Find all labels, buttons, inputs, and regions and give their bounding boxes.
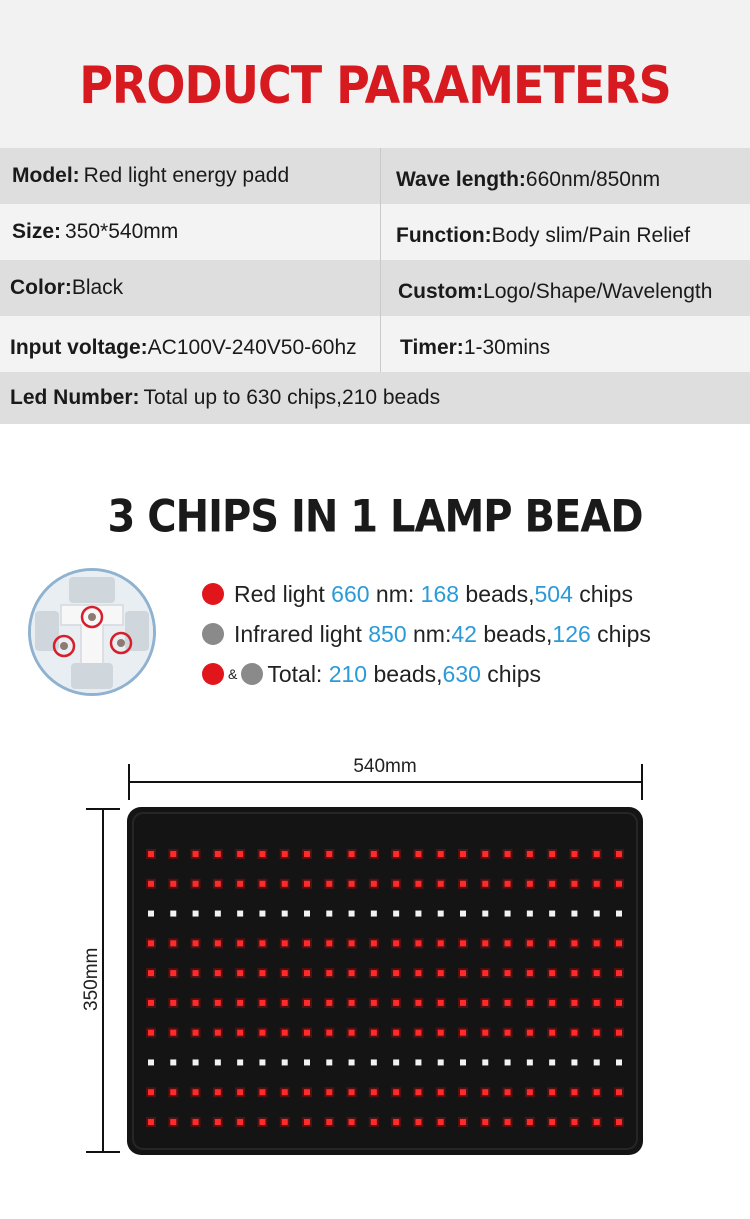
- led-red: [148, 851, 154, 857]
- param-value: 1-30mins: [463, 336, 551, 359]
- led-red: [505, 1030, 511, 1036]
- led-red: [594, 1089, 600, 1095]
- led-red: [193, 1030, 199, 1036]
- led-red: [571, 881, 577, 887]
- led-infrared: [594, 1059, 600, 1065]
- legend-ir-beads-word: beads,: [476, 620, 553, 647]
- led-infrared: [438, 911, 444, 917]
- led-red: [215, 1030, 221, 1036]
- led-red: [527, 1030, 533, 1036]
- led-red: [415, 970, 421, 976]
- column-divider: [380, 204, 381, 260]
- led-red: [371, 881, 377, 887]
- led-red: [460, 940, 466, 946]
- led-red: [148, 970, 154, 976]
- led-red: [259, 881, 265, 887]
- led-red: [527, 1000, 533, 1006]
- led-red: [349, 940, 355, 946]
- led-infrared: [594, 911, 600, 917]
- led-red: [282, 1089, 288, 1095]
- param-label: Input voltage:: [10, 336, 148, 359]
- led-red: [438, 940, 444, 946]
- led-red: [438, 881, 444, 887]
- led-infrared: [415, 1059, 421, 1065]
- led-red: [415, 1030, 421, 1036]
- legend-ir-beads: 42: [451, 620, 477, 647]
- led-red: [349, 970, 355, 976]
- led-red: [193, 851, 199, 857]
- led-red: [371, 970, 377, 976]
- led-red: [259, 940, 265, 946]
- param-value: 350*540mm: [65, 220, 179, 243]
- led-red: [616, 1000, 622, 1006]
- parameter-table: [0, 148, 750, 424]
- led-infrared: [549, 911, 555, 917]
- led-red: [282, 1000, 288, 1006]
- led-infrared: [482, 1059, 488, 1065]
- led-infrared: [505, 1059, 511, 1065]
- led-red: [193, 970, 199, 976]
- led-red: [193, 940, 199, 946]
- led-red: [326, 1119, 332, 1125]
- led-red: [371, 1119, 377, 1125]
- legend-ir-nm: 850: [368, 620, 407, 647]
- led-red: [415, 940, 421, 946]
- led-red: [282, 1119, 288, 1125]
- lamp-bead-illustration: [31, 571, 153, 693]
- param-value: Red light energy padd: [83, 164, 290, 187]
- param-row-5: [0, 372, 750, 424]
- led-red: [594, 1119, 600, 1125]
- led-red: [237, 881, 243, 887]
- led-red: [170, 1030, 176, 1036]
- led-red: [393, 940, 399, 946]
- led-red: [215, 970, 221, 976]
- led-red: [326, 1000, 332, 1006]
- param-row-2: [0, 204, 750, 260]
- led-red: [571, 1119, 577, 1125]
- led-red: [571, 1089, 577, 1095]
- led-red: [415, 1000, 421, 1006]
- led-red: [616, 851, 622, 857]
- pad-body: [127, 807, 643, 1155]
- led-red: [505, 1089, 511, 1095]
- led-red: [349, 1030, 355, 1036]
- led-red: [304, 1119, 310, 1125]
- column-divider: [380, 148, 381, 204]
- legend-red-chips-word: chips: [572, 580, 633, 607]
- led-red: [371, 940, 377, 946]
- led-red: [505, 1000, 511, 1006]
- led-red: [438, 851, 444, 857]
- led-infrared: [193, 911, 199, 917]
- led-infrared: [304, 1059, 310, 1065]
- led-red: [438, 1119, 444, 1125]
- led-red: [616, 970, 622, 976]
- param-row-4: [0, 316, 750, 372]
- param-label: Function:: [396, 224, 492, 247]
- led-red: [193, 1089, 199, 1095]
- param-timer: [400, 320, 750, 376]
- led-red: [505, 1119, 511, 1125]
- led-red: [393, 1119, 399, 1125]
- led-red: [304, 970, 310, 976]
- led-red: [304, 881, 310, 887]
- param-value: Black: [71, 276, 124, 299]
- led-red: [616, 940, 622, 946]
- led-red: [505, 851, 511, 857]
- led-red: [237, 1000, 243, 1006]
- led-red: [393, 1030, 399, 1036]
- led-red: [282, 881, 288, 887]
- led-infrared: [237, 911, 243, 917]
- led-red: [349, 851, 355, 857]
- red-circle-icon: [202, 583, 224, 605]
- led-red: [326, 1089, 332, 1095]
- led-infrared: [170, 911, 176, 917]
- led-infrared: [148, 1059, 154, 1065]
- led-infrared: [282, 911, 288, 917]
- led-red: [549, 970, 555, 976]
- led-red: [237, 940, 243, 946]
- lamp-bead-closeup: [28, 568, 156, 696]
- led-red: [460, 1000, 466, 1006]
- led-red: [304, 1000, 310, 1006]
- page-title: PRODUCT PARAMETERS: [79, 54, 671, 116]
- led-red: [304, 1089, 310, 1095]
- led-red: [259, 851, 265, 857]
- led-red: [170, 881, 176, 887]
- led-red: [549, 851, 555, 857]
- led-red: [482, 851, 488, 857]
- led-red: [170, 970, 176, 976]
- legend-red: [202, 574, 742, 614]
- led-infrared: [460, 911, 466, 917]
- legend-red-beads-word: beads,: [459, 580, 535, 607]
- led-red: [393, 1089, 399, 1095]
- param-function: [396, 208, 746, 264]
- led-red: [415, 1089, 421, 1095]
- led-red: [594, 851, 600, 857]
- led-infrared: [571, 1059, 577, 1065]
- led-red: [393, 851, 399, 857]
- legend-total: [202, 654, 742, 694]
- led-red: [193, 1119, 199, 1125]
- led-red: [148, 881, 154, 887]
- led-red: [393, 1000, 399, 1006]
- legend-ir-chips-word: chips: [590, 620, 651, 647]
- led-infrared: [438, 1059, 444, 1065]
- led-red: [326, 851, 332, 857]
- legend-red-nm: 660: [331, 580, 370, 607]
- led-red: [505, 881, 511, 887]
- legend-total-chips: 630: [442, 660, 481, 687]
- led-infrared: [616, 911, 622, 917]
- led-infrared: [193, 1059, 199, 1065]
- led-red: [282, 970, 288, 976]
- legend-red-beads: 168: [420, 580, 460, 607]
- led-infrared: [527, 911, 533, 917]
- legend-total-prefix: Total:: [267, 660, 329, 687]
- led-red: [438, 1089, 444, 1095]
- param-custom: [398, 264, 748, 320]
- led-red: [527, 851, 533, 857]
- led-infrared: [371, 911, 377, 917]
- led-infrared: [349, 911, 355, 917]
- led-red: [148, 1089, 154, 1095]
- led-red: [304, 1030, 310, 1036]
- led-infrared: [170, 1059, 176, 1065]
- gray-circle-icon: [241, 663, 263, 685]
- led-red: [571, 970, 577, 976]
- led-red: [460, 881, 466, 887]
- led-red: [549, 1089, 555, 1095]
- led-red: [571, 1000, 577, 1006]
- led-red: [215, 881, 221, 887]
- legend-ir-mid: nm:: [406, 620, 452, 647]
- led-red: [505, 970, 511, 976]
- led-infrared: [393, 911, 399, 917]
- led-red: [371, 1030, 377, 1036]
- led-red: [326, 881, 332, 887]
- led-red: [148, 1119, 154, 1125]
- led-red: [549, 1000, 555, 1006]
- led-red: [549, 1119, 555, 1125]
- led-red: [237, 851, 243, 857]
- led-infrared: [415, 911, 421, 917]
- legend-total-beads: 210: [328, 660, 368, 687]
- led-red: [349, 881, 355, 887]
- led-red: [571, 940, 577, 946]
- led-red: [594, 970, 600, 976]
- led-red: [616, 1089, 622, 1095]
- led-red: [237, 970, 243, 976]
- led-red: [527, 1089, 533, 1095]
- led-red: [549, 1030, 555, 1036]
- led-infrared: [259, 911, 265, 917]
- led-red: [326, 1030, 332, 1036]
- param-label: Model:: [12, 164, 80, 187]
- legend-total-beads-word: beads,: [367, 660, 443, 687]
- legend-infrared: [202, 614, 742, 654]
- param-label: Led Number:: [10, 386, 140, 409]
- led-red: [259, 1000, 265, 1006]
- led-red: [482, 940, 488, 946]
- param-led-number: [10, 372, 740, 424]
- led-red: [304, 940, 310, 946]
- led-infrared: [282, 1059, 288, 1065]
- led-infrared: [460, 1059, 466, 1065]
- led-red: [259, 1119, 265, 1125]
- legend-red-prefix: Red light: [234, 580, 332, 607]
- led-red: [215, 940, 221, 946]
- chips-title: 3 CHIPS IN 1 LAMP BEAD: [107, 491, 643, 543]
- height-dimension-label: 350mm: [81, 947, 102, 1011]
- led-red: [371, 851, 377, 857]
- param-value: AC100V-240V50-60hz: [147, 336, 357, 359]
- led-red: [349, 1089, 355, 1095]
- led-red: [237, 1119, 243, 1125]
- led-red: [371, 1000, 377, 1006]
- red-circle-icon: [202, 663, 224, 685]
- led-red: [215, 1000, 221, 1006]
- column-divider: [380, 260, 381, 316]
- led-red: [415, 851, 421, 857]
- led-infrared: [349, 1059, 355, 1065]
- led-red: [594, 940, 600, 946]
- led-red: [237, 1030, 243, 1036]
- led-red: [616, 881, 622, 887]
- led-infrared: [326, 1059, 332, 1065]
- param-label: Color:: [10, 276, 72, 299]
- led-red: [460, 970, 466, 976]
- led-red: [304, 851, 310, 857]
- led-red: [415, 881, 421, 887]
- led-red: [193, 881, 199, 887]
- chip-legend: [202, 574, 742, 694]
- led-red: [482, 1000, 488, 1006]
- led-red: [460, 1089, 466, 1095]
- led-red: [148, 1000, 154, 1006]
- led-red: [527, 1119, 533, 1125]
- param-value: Total up to 630 chips,210 beads: [143, 386, 441, 409]
- led-red: [393, 970, 399, 976]
- led-infrared: [259, 1059, 265, 1065]
- led-red: [170, 1000, 176, 1006]
- led-red: [215, 1089, 221, 1095]
- gray-circle-icon: [202, 623, 224, 645]
- led-red: [282, 1030, 288, 1036]
- led-infrared: [215, 911, 221, 917]
- led-infrared: [215, 1059, 221, 1065]
- led-infrared: [482, 911, 488, 917]
- param-model: [12, 148, 380, 204]
- legend-ir-prefix: Infrared light: [234, 620, 369, 647]
- led-red: [282, 851, 288, 857]
- param-label: Size:: [12, 220, 62, 243]
- param-value: 660nm/850nm: [525, 168, 661, 191]
- led-red: [282, 940, 288, 946]
- led-infrared: [527, 1059, 533, 1065]
- legend-total-chips-word: chips: [480, 660, 542, 687]
- led-red: [616, 1119, 622, 1125]
- led-red: [527, 970, 533, 976]
- param-label: Wave length:: [396, 168, 526, 191]
- led-red: [438, 970, 444, 976]
- led-infrared: [371, 1059, 377, 1065]
- led-red: [259, 1030, 265, 1036]
- led-red: [415, 1119, 421, 1125]
- led-infrared: [616, 1059, 622, 1065]
- led-infrared: [505, 911, 511, 917]
- led-red: [259, 970, 265, 976]
- led-red: [326, 970, 332, 976]
- param-value: Logo/Shape/Wavelength: [483, 280, 713, 303]
- led-red: [460, 1030, 466, 1036]
- led-red: [594, 1030, 600, 1036]
- led-infrared: [393, 1059, 399, 1065]
- led-red: [349, 1119, 355, 1125]
- led-red: [482, 881, 488, 887]
- led-red: [571, 1030, 577, 1036]
- led-infrared: [304, 911, 310, 917]
- led-red: [460, 1119, 466, 1125]
- led-red: [594, 1000, 600, 1006]
- column-divider: [380, 316, 381, 372]
- led-red: [393, 881, 399, 887]
- param-value: Body slim/Pain Relief: [491, 224, 691, 247]
- ampersand: &: [228, 666, 238, 682]
- legend-red-mid: nm:: [369, 580, 421, 607]
- led-red: [527, 940, 533, 946]
- led-red: [170, 851, 176, 857]
- led-red: [371, 1089, 377, 1095]
- led-red: [193, 1000, 199, 1006]
- led-red: [438, 1030, 444, 1036]
- pad-illustration-area: [0, 750, 750, 1219]
- led-pad-drawing: [0, 750, 750, 1219]
- led-red: [148, 1030, 154, 1036]
- led-red: [326, 940, 332, 946]
- param-label: Custom:: [398, 280, 484, 303]
- led-infrared: [148, 911, 154, 917]
- led-infrared: [549, 1059, 555, 1065]
- led-infrared: [326, 911, 332, 917]
- led-red: [259, 1089, 265, 1095]
- led-red: [549, 940, 555, 946]
- led-red: [170, 940, 176, 946]
- param-input-voltage: [10, 320, 378, 376]
- led-red: [215, 851, 221, 857]
- led-red: [482, 1089, 488, 1095]
- led-red: [170, 1119, 176, 1125]
- param-color: [10, 260, 378, 316]
- led-red: [527, 881, 533, 887]
- led-red: [460, 851, 466, 857]
- width-dimension-label: 540mm: [353, 756, 417, 777]
- param-wavelength: [396, 152, 746, 208]
- led-red: [482, 1119, 488, 1125]
- led-red: [482, 970, 488, 976]
- led-red: [505, 940, 511, 946]
- legend-red-chips: 504: [534, 580, 573, 607]
- led-red: [148, 940, 154, 946]
- led-red: [616, 1030, 622, 1036]
- led-infrared: [237, 1059, 243, 1065]
- led-red: [482, 1030, 488, 1036]
- led-infrared: [571, 911, 577, 917]
- led-red: [594, 881, 600, 887]
- led-red: [571, 851, 577, 857]
- led-red: [237, 1089, 243, 1095]
- param-row-3: [0, 260, 750, 316]
- led-red: [170, 1089, 176, 1095]
- param-size: [12, 204, 380, 260]
- legend-ir-chips: 126: [552, 620, 591, 647]
- led-red: [215, 1119, 221, 1125]
- param-label: Timer:: [400, 336, 464, 359]
- led-red: [438, 1000, 444, 1006]
- led-red: [349, 1000, 355, 1006]
- led-red: [549, 881, 555, 887]
- param-row-1: [0, 148, 750, 204]
